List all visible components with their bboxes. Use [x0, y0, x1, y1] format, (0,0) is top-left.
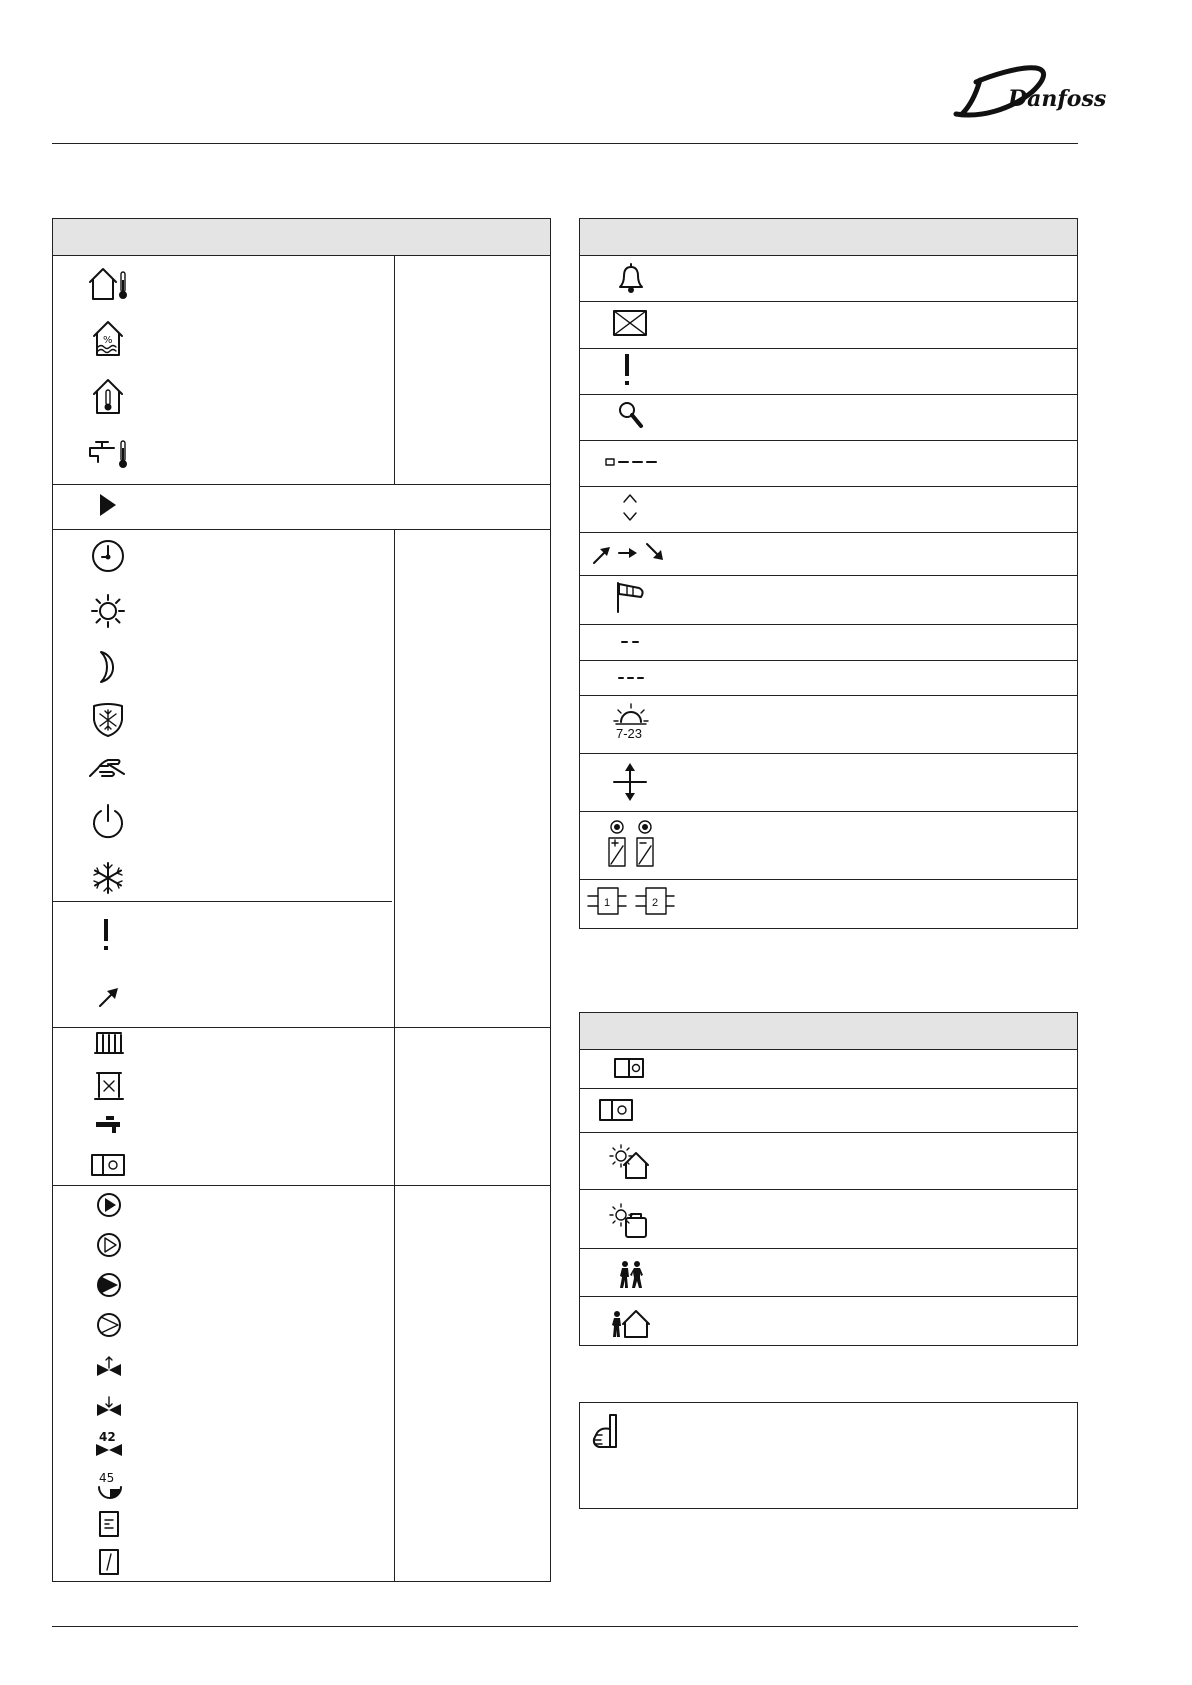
sun-period-icon	[613, 702, 653, 742]
ventilation-box-icon	[93, 1071, 125, 1101]
valve-position-icon	[94, 1430, 124, 1458]
logo-text: Danfoss	[1008, 86, 1107, 112]
frost-shield-icon	[92, 702, 124, 738]
danfoss-logo	[950, 62, 1107, 122]
separator	[580, 440, 1077, 441]
separator	[53, 901, 392, 902]
svg-text:%: %	[103, 335, 113, 346]
actuator-position-icon	[96, 1471, 124, 1501]
sun-bag-icon	[610, 1202, 650, 1240]
relay-closed-icon	[97, 1548, 121, 1576]
valve-close-icon	[96, 1395, 122, 1417]
segment-bar-icon	[604, 455, 658, 469]
left-symbol-table	[52, 218, 551, 1582]
radiator-icon	[94, 1031, 124, 1055]
moon-icon	[97, 650, 121, 684]
play-arrow-icon	[98, 493, 118, 517]
header-rule	[52, 143, 1078, 144]
module-1-2-icon	[586, 884, 676, 918]
separator	[580, 394, 1077, 395]
column-divider	[394, 255, 395, 484]
separator	[580, 575, 1077, 576]
snowflake-icon	[91, 861, 125, 895]
note-box	[579, 1402, 1078, 1509]
separator	[580, 753, 1077, 754]
exclamation-icon	[622, 353, 632, 387]
house-thermometer-icon	[88, 266, 132, 302]
separator	[580, 1248, 1077, 1249]
pump-off-icon	[96, 1232, 122, 1258]
controller-box-icon	[90, 1152, 126, 1178]
house-humidity-icon	[92, 320, 126, 358]
exclamation-icon	[101, 918, 111, 952]
separator	[53, 1185, 550, 1186]
power-standby-icon	[90, 803, 126, 841]
separator	[580, 660, 1077, 661]
clock-icon	[91, 539, 125, 573]
separator	[580, 486, 1077, 487]
pump-filled-icon	[96, 1272, 122, 1298]
magnifier-icon	[617, 400, 645, 430]
svg-text:42: 42	[99, 1430, 116, 1444]
svg-text:1: 1	[604, 897, 611, 909]
separator	[580, 301, 1077, 302]
sun-icon	[91, 594, 125, 628]
hand-icon	[88, 752, 128, 782]
bell-icon	[616, 262, 646, 294]
walking-people-icon	[617, 1260, 647, 1290]
pump-outline-icon	[96, 1312, 122, 1338]
svg-text:45: 45	[99, 1471, 115, 1485]
footer-rule	[52, 1626, 1078, 1627]
double-dash-icon	[619, 637, 643, 647]
controller-small-icon	[613, 1056, 645, 1080]
separator	[580, 879, 1077, 880]
pointing-hand-icon	[591, 1413, 621, 1451]
triple-dash-icon	[616, 673, 646, 683]
separator	[580, 624, 1077, 625]
windsock-icon	[615, 580, 651, 614]
right-table-2-header	[580, 1013, 1077, 1050]
separator	[53, 529, 550, 530]
tap-icon	[94, 1114, 124, 1136]
svg-text:2: 2	[652, 897, 659, 909]
right-table-1-header	[580, 219, 1077, 256]
valve-open-icon	[96, 1355, 122, 1377]
right-symbol-table-2	[579, 1012, 1078, 1346]
vertical-arrows-icon	[612, 762, 648, 802]
svg-text:7-23: 7-23	[616, 726, 643, 741]
trend-arrows-icon	[591, 539, 671, 567]
house-inner-thermometer-icon	[92, 378, 126, 416]
person-house-icon	[611, 1306, 651, 1340]
separator	[580, 1296, 1077, 1297]
up-down-chevron-icon	[620, 492, 640, 524]
envelope-icon	[612, 309, 648, 337]
separator	[580, 1088, 1077, 1089]
separator	[580, 348, 1077, 349]
sensor-polarity-icon	[605, 818, 659, 870]
separator	[580, 532, 1077, 533]
relay-open-icon	[97, 1510, 121, 1538]
column-divider	[394, 529, 395, 1581]
arrow-up-right-icon	[97, 985, 121, 1009]
separator	[580, 811, 1077, 812]
separator	[53, 484, 550, 485]
separator	[53, 1027, 550, 1028]
sun-house-icon	[610, 1143, 650, 1181]
pump-on-icon	[96, 1192, 122, 1218]
controller-large-icon	[598, 1097, 634, 1123]
separator	[580, 1189, 1077, 1190]
left-table-header	[53, 219, 550, 256]
separator	[580, 1132, 1077, 1133]
tap-thermometer-icon	[88, 438, 132, 470]
separator	[580, 695, 1077, 696]
